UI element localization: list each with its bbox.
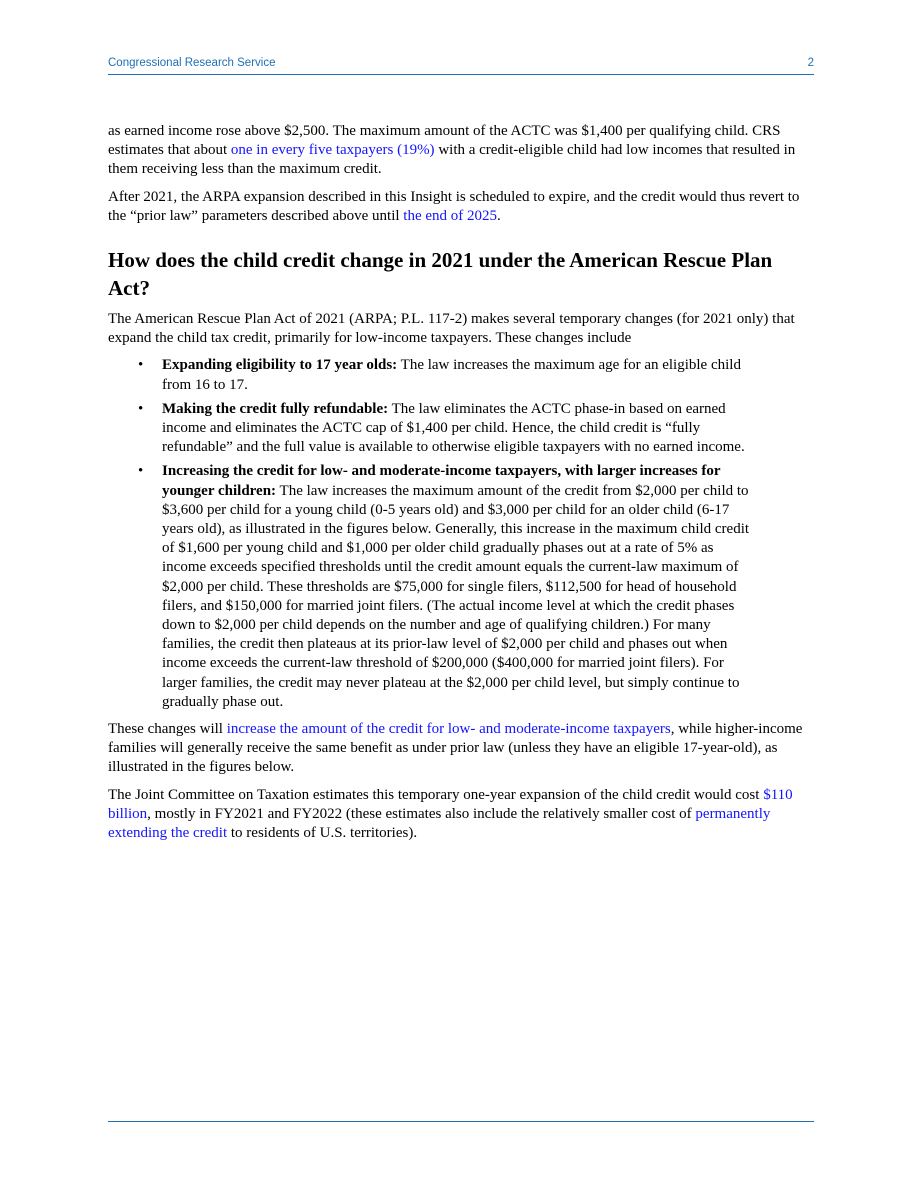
- list-item-increase: • Increasing the credit for low- and moderate-income taxpayers, with larger increases for younger children: The law increases the maximum amount of the credit from $2,000 per child to $3,600 per child for a young child (0-5 years old) and $3,000 per child for an older child (6-17 years old), as illustrated in the figures below. Generally, this increase in the maximum child credit of $1,600 per young child and $1,000 per older child gradually phases out at a rate of 5% as income exceeds specified thresholds until the credit amount equals the current-law maximum of $2,000 per child. These thresholds are $75,000 for single filers, $112,500 for head of household filers, and $150,000 for married joint filers. (The actual income level at which the credit phases down to $2,000 per child depends on the number and age of qualifying children.) For many families, the credit then plateaus at its prior-law level of $2,000 per child and phases out when income exceeds the current-law threshold of $200,000 ($400,000 for married joint filers). For larger families, the credit may never plateau at the $2,000 per child level, but simply continue to gradually phase out.: [138, 463, 750, 710]
- document-body: [108, 122, 814, 851]
- changes-list: [108, 356, 814, 712]
- section-lead-paragraph: The American Rescue Plan Act of 2021 (ARPA; P.L. 117-2) makes several temporary changes (for 2021 only) that expand the child tax credit, primarily for low-income taxpayers. These changes include: [108, 311, 795, 347]
- header-org-name: Congressional Research Service: [108, 57, 276, 69]
- link-one-in-five-taxpayers[interactable]: one in every five taxpayers (19%): [230, 142, 435, 159]
- link-increase-credit-amount[interactable]: increase the amount of the credit for low- and moderate-income taxpayers: [226, 721, 671, 738]
- list-item-eligibility: • Expanding eligibility to 17 year olds: The law increases the maximum age for an eligible child from 16 to 17.: [138, 357, 741, 393]
- page-number: 2: [807, 57, 814, 69]
- link-permanently-extending-credit[interactable]: permanently extending the credit: [108, 805, 771, 842]
- footer-divider: [108, 1121, 814, 1122]
- paragraph-changes-effect: These changes will increase the amount of the credit for low- and moderate-income taxpayers, while higher-income families will generally receive the same benefit as under prior law (unless they have an eligible 17-year-old), as illustrated in the figures below.: [108, 721, 803, 776]
- bullet-icon: •: [138, 357, 144, 374]
- bullet-icon: •: [138, 463, 144, 480]
- bullet-icon: •: [138, 400, 144, 417]
- link-end-of-2025[interactable]: the end of 2025: [403, 207, 498, 224]
- list-item-refundable: • Making the credit fully refundable: The law eliminates the ACTC phase-in based on earned income and eliminates the ACTC cap of $1,400 per child. Hence, the child credit is “fully refundable” and the full value is available to otherwise eligible taxpayers with no earned income.: [138, 400, 745, 456]
- page-header: [108, 56, 814, 75]
- section-heading: How does the child credit change in 2021 under the American Rescue Plan Act?: [108, 248, 773, 301]
- intro-paragraph-1: as earned income rose above $2,500. The maximum amount of the ACTC was $1,400 per qualifying child. CRS estimates that about one in every five taxpayers (19%) with a credit-eligible child had low incomes that resulted in them receiving less than the maximum credit.: [108, 123, 796, 178]
- paragraph-jct-estimate: The Joint Committee on Taxation estimates this temporary one-year expansion of the child credit would cost $110 billion, mostly in FY2021 and FY2022 (these estimates also include the relatively smaller cost of permanently extending the credit to residents of U.S. territories).: [108, 786, 793, 842]
- intro-paragraph-2: After 2021, the ARPA expansion described in this Insight is scheduled to expire, and the credit would thus revert to the “prior law” parameters described above until the end of 2025.: [108, 188, 800, 224]
- link-110-billion[interactable]: $110 billion: [108, 786, 793, 822]
